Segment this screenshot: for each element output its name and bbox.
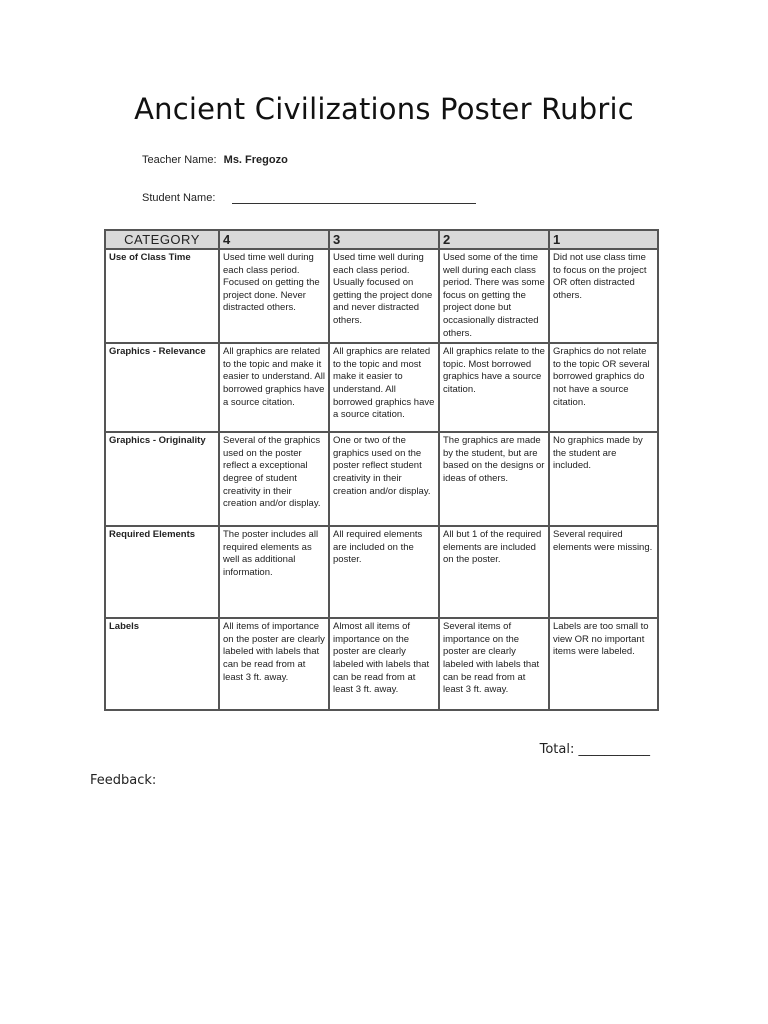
- header-category: CATEGORY: [105, 230, 219, 249]
- cell-score-3: All graphics are related to the topic and most make it easier to understand. All borrowed graphics have a source citation.: [329, 343, 439, 432]
- cell-score-4: All items of importance on the poster are clearly labeled with labels that can be read from at least 3 ft. away.: [219, 618, 329, 710]
- cell-score-4: Several of the graphics used on the poster reflect a exceptional degree of student creativity in their creation and/or display.: [219, 432, 329, 526]
- row-category: Graphics - Originality: [105, 432, 219, 526]
- rubric-table: [104, 229, 659, 711]
- cell-score-3: One or two of the graphics used on the poster reflect student creativity in their creation and/or display.: [329, 432, 439, 526]
- row-category: Use of Class Time: [105, 249, 219, 343]
- feedback-label: Feedback:: [90, 773, 157, 788]
- total-blank: ___________: [578, 742, 650, 757]
- row-category: Graphics - Relevance: [105, 343, 219, 432]
- row-category: Labels: [105, 618, 219, 710]
- rubric-row-labels: [105, 618, 658, 710]
- cell-score-4: The poster includes all required elements as well as additional information.: [219, 526, 329, 618]
- teacher-name-value: Ms. Fregozo: [223, 154, 288, 166]
- cell-score-1: No graphics made by the student are included.: [549, 432, 658, 526]
- student-name-blank: [232, 203, 476, 204]
- cell-score-4: All graphics are related to the topic and make it easier to understand. All borrowed graphics have a source citation.: [219, 343, 329, 432]
- rubric-row-graphics-relevance: [105, 343, 658, 432]
- total-line: [540, 742, 650, 757]
- cell-score-2: Several items of importance on the poster are clearly labeled with labels that can be read from at least 3 ft. away.: [439, 618, 549, 710]
- cell-score-3: All required elements are included on the poster.: [329, 526, 439, 618]
- cell-score-1: Did not use class time to focus on the project OR often distracted others.: [549, 249, 658, 343]
- cell-score-3: Used time well during each class period. Usually focused on getting the project done and never distracted others.: [329, 249, 439, 343]
- cell-score-2: Used some of the time well during each class period. There was some focus on getting the project done but occasionally distracted others.: [439, 249, 549, 343]
- teacher-name-label: Teacher Name:: [142, 154, 217, 166]
- cell-score-1: Graphics do not relate to the topic OR several borrowed graphics do not have a source citation.: [549, 343, 658, 432]
- row-category: Required Elements: [105, 526, 219, 618]
- header-score-4: 4: [219, 230, 329, 249]
- teacher-name-line: [142, 154, 288, 166]
- cell-score-2: All but 1 of the required elements are included on the poster.: [439, 526, 549, 618]
- header-score-3: 3: [329, 230, 439, 249]
- rubric-row-use-of-class-time: [105, 249, 658, 343]
- cell-score-3: Almost all items of importance on the poster are clearly labeled with labels that can be read from at least 3 ft. away.: [329, 618, 439, 710]
- header-score-2: 2: [439, 230, 549, 249]
- total-label: Total:: [539, 742, 575, 757]
- student-name-line: [142, 192, 215, 204]
- document-title: Ancient Civilizations Poster Rubric: [134, 92, 634, 126]
- rubric-header-row: [105, 230, 658, 249]
- student-name-label: Student Name:: [142, 192, 216, 204]
- header-score-1: 1: [549, 230, 658, 249]
- rubric-row-required-elements: [105, 526, 658, 618]
- cell-score-1: Labels are too small to view OR no important items were labeled.: [549, 618, 658, 710]
- cell-score-2: All graphics relate to the topic. Most borrowed graphics have a source citation.: [439, 343, 549, 432]
- cell-score-1: Several required elements were missing.: [549, 526, 658, 618]
- rubric-row-graphics-originality: [105, 432, 658, 526]
- cell-score-2: The graphics are made by the student, but are based on the designs or ideas of others.: [439, 432, 549, 526]
- cell-score-4: Used time well during each class period. Focused on getting the project done. Never distracted others.: [219, 249, 329, 343]
